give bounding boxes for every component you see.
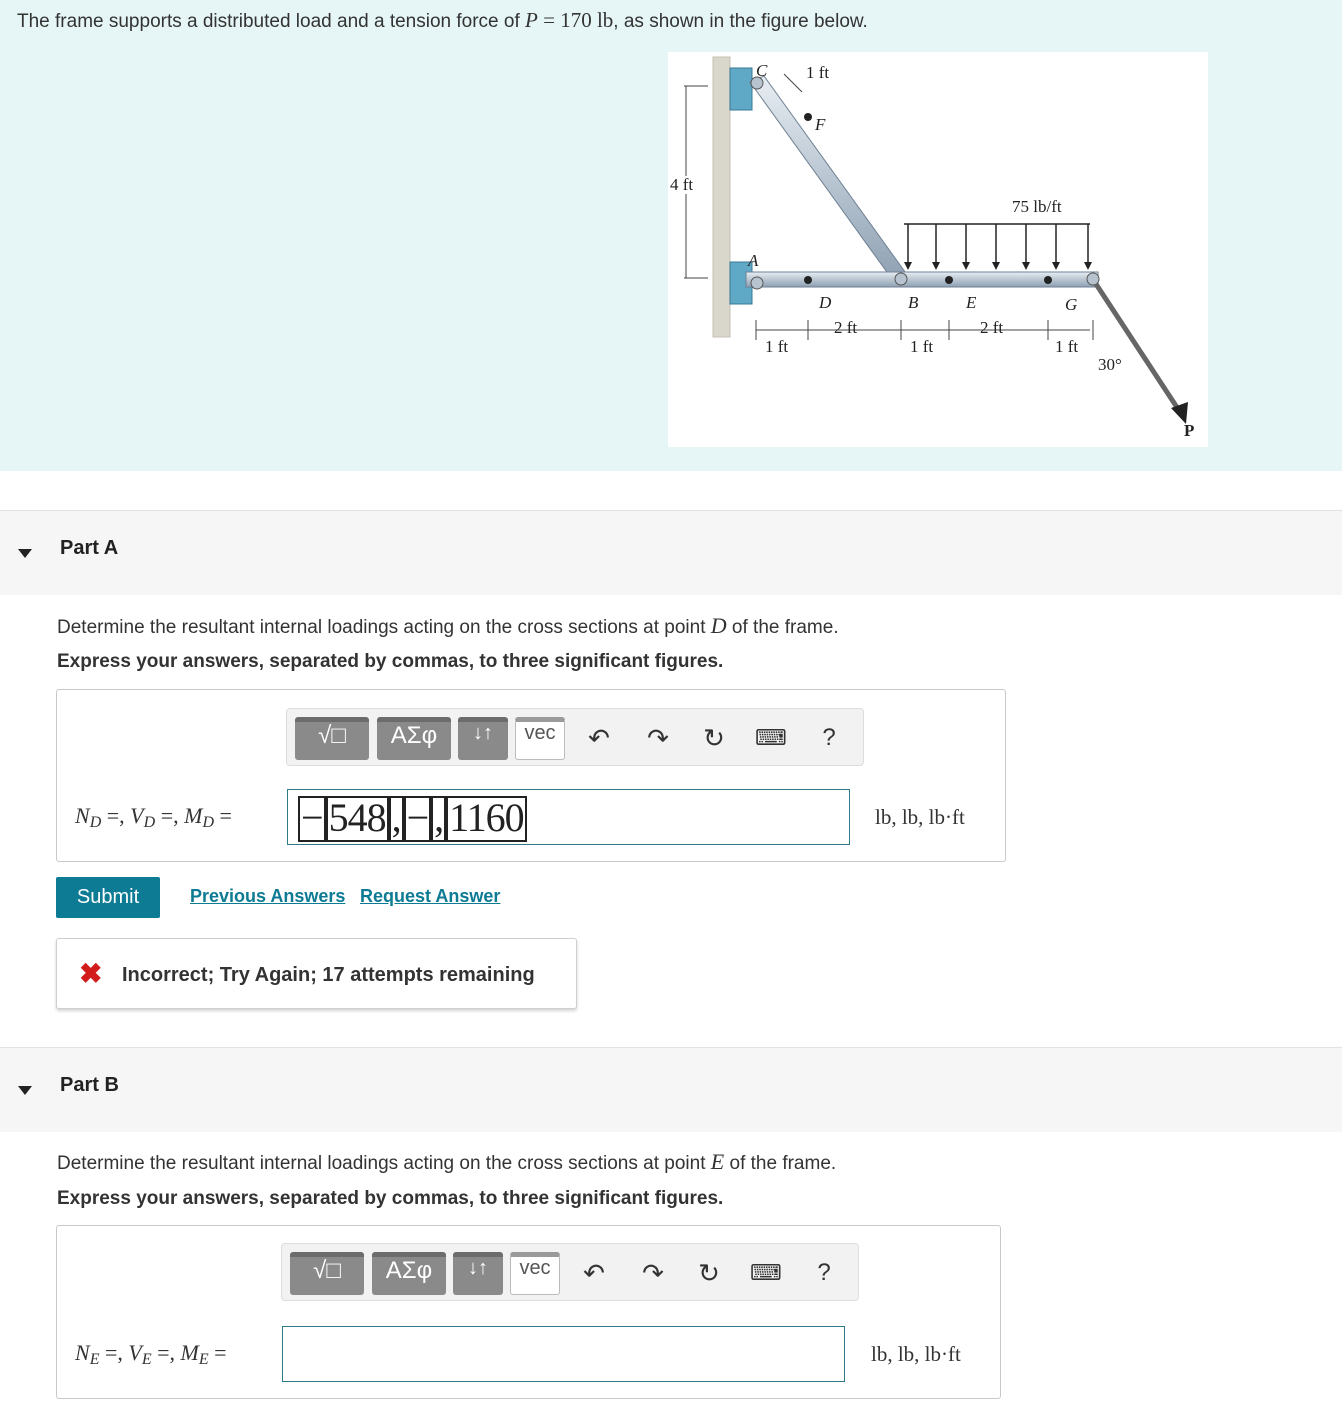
label-b: B (908, 293, 919, 312)
problem-statement: The frame supports a distributed load and a tension force of P = 170 lb, as shown in the figure below. (17, 8, 868, 32)
label-c: C (756, 61, 768, 80)
help-button[interactable]: ? (822, 724, 836, 751)
point-e (945, 276, 953, 284)
greek-symbols-button[interactable]: ΑΣφ (372, 1252, 446, 1295)
frame-diagram (668, 52, 1208, 447)
reset-icon[interactable]: ↻ (698, 1258, 720, 1288)
vector-button[interactable]: vec (515, 717, 565, 760)
label-d: D (819, 293, 832, 312)
label-g: G (1065, 295, 1078, 314)
label-2ft-1: 2 ft (834, 318, 858, 337)
part-b-header[interactable] (0, 1047, 1342, 1132)
keyboard-icon[interactable]: ⌨ (755, 725, 787, 750)
part-a-question: Determine the resultant internal loadings acting on the cross sections at point D of the frame. (57, 613, 839, 638)
label-4ft: 4 ft (670, 175, 694, 194)
problem-intro (0, 0, 1342, 471)
label-1ft-2: 1 ft (910, 337, 934, 356)
part-b-question: Determine the resultant internal loadings acting on the cross sections at point E of the frame. (57, 1149, 837, 1174)
templates-button[interactable]: √□ (295, 717, 369, 760)
cable (1096, 284, 1180, 412)
reset-icon[interactable]: ↻ (703, 723, 725, 753)
point-f (804, 113, 812, 121)
redo-icon[interactable]: ↷ (647, 723, 669, 753)
submit-button[interactable]: Submit (56, 877, 160, 918)
label-a: A (748, 251, 759, 270)
label-1ft-top: 1 ft (806, 63, 830, 82)
arrows-button[interactable]: ↓↑ (453, 1252, 503, 1295)
undo-icon[interactable]: ↶ (588, 723, 610, 753)
part-a-units: lb, lb, lb·ft (875, 805, 965, 829)
keyboard-icon[interactable]: ⌨ (750, 1260, 782, 1285)
part-a-variables-label: $N_D$ =, $V_D$ =, $M_D$ = (75, 803, 232, 831)
part-b-units: lb, lb, lb·ft (871, 1342, 961, 1366)
pin-support-c (730, 68, 752, 110)
part-a-entered-answer: − 548 , − , 1160 (298, 794, 527, 842)
label-load: 75 lb/ft (1012, 197, 1062, 216)
label-1ft-1: 1 ft (765, 337, 789, 356)
feedback-text: Incorrect; Try Again; 17 attempts remaining (122, 964, 535, 986)
frame-figure (668, 52, 1208, 447)
previous-answers-link[interactable]: Previous Answers (190, 886, 346, 906)
collapse-triangle-icon[interactable] (18, 1086, 32, 1095)
part-a-header[interactable] (0, 510, 1342, 595)
member-cb (750, 76, 908, 282)
label-30deg: 30° (1098, 355, 1122, 374)
vector-button[interactable]: vec (510, 1252, 560, 1295)
arrows-button[interactable]: ↓↑ (458, 717, 508, 760)
part-b-label: Part B (60, 1074, 119, 1096)
part-b-answer-box (56, 1225, 1001, 1399)
part-a-label: Part A (60, 537, 119, 559)
label-2ft-2: 2 ft (980, 318, 1004, 337)
undo-icon[interactable]: ↶ (583, 1258, 605, 1288)
redo-icon[interactable]: ↷ (642, 1258, 664, 1288)
part-a-answer-box (56, 689, 1006, 862)
label-1ft-3: 1 ft (1055, 337, 1079, 356)
help-button[interactable]: ? (817, 1259, 831, 1286)
label-f: F (815, 115, 826, 134)
part-b-variables-label: $N_E$ =, $V_E$ =, $M_E$ = (75, 1340, 227, 1368)
part-b-instruction: Express your answers, separated by commas, to three significant figures. (57, 1188, 724, 1209)
part-b-answer-input[interactable] (282, 1326, 845, 1382)
math-toolbar (286, 708, 864, 766)
wall (713, 57, 730, 337)
part-a-instruction: Express your answers, separated by commas, to three significant figures. (57, 651, 724, 672)
label-p: P (1184, 421, 1195, 440)
templates-button[interactable]: √□ (290, 1252, 364, 1295)
feedback-message (56, 938, 577, 1009)
point-g (1044, 276, 1052, 284)
collapse-triangle-icon[interactable] (18, 549, 32, 558)
incorrect-icon: ✖ (79, 958, 103, 989)
point-d (804, 276, 812, 284)
label-e: E (966, 293, 977, 312)
math-toolbar (281, 1243, 859, 1301)
greek-symbols-button[interactable]: ΑΣφ (377, 717, 451, 760)
part-a-answer-input[interactable] (287, 789, 850, 845)
distributed-load-arrows (908, 224, 1088, 264)
request-answer-link[interactable]: Request Answer (360, 886, 501, 906)
